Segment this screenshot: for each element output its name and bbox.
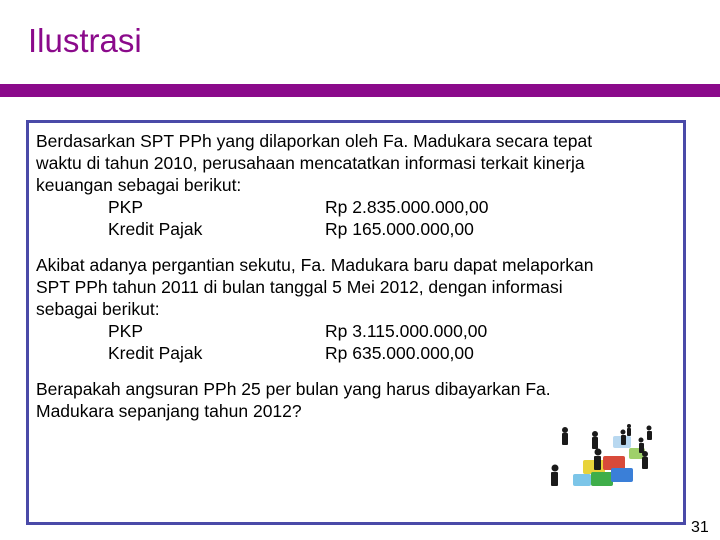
title-underline-bar [0,84,720,97]
paragraph-1 [36,130,676,196]
paragraph-1-line-2: waktu di tahun 2010, perusahaan mencatatkan informasi terkait kinerja [36,153,585,173]
pkp-2011-value: Rp 3.115.000.000,00 [325,321,488,341]
pkp-2010-value: Rp 2.835.000.000,00 [325,197,489,217]
paragraph-1-line-3: keuangan sebagai berikut: [36,175,242,195]
kredit-pajak-2011-label: Kredit Pajak [108,343,203,363]
paragraph-3-line-2: Madukara sepanjang tahun 2012? [36,401,302,421]
paragraph-3-line-1: Berapakah angsuran PPh 25 per bulan yang harus dibayarkan Fa. [36,379,551,399]
pkp-2011-row [36,320,676,342]
pkp-2011-label: PKP [108,321,144,341]
paragraph-3 [36,378,676,422]
kredit-pajak-2010-label: Kredit Pajak [108,219,203,239]
paragraph-2-line-3: sebagai berikut: [36,299,160,319]
kredit-pajak-2010-row [36,218,676,240]
kredit-pajak-2010-value: Rp 165.000.000,00 [325,219,474,239]
puzzle-people-icon [543,418,663,496]
kredit-pajak-2011-row [36,342,676,364]
paragraph-2 [36,254,676,320]
page-number: 31 [691,519,709,536]
slide-title: Ilustrasi [28,22,142,59]
kredit-pajak-2011-value: Rp 635.000.000,00 [325,343,474,363]
paragraph-1-line-1: Berdasarkan SPT PPh yang dilaporkan oleh Fa. Madukara secara tepat [36,131,593,151]
content-text [36,130,676,422]
paragraph-2-line-1: Akibat adanya pergantian sekutu, Fa. Madukara baru dapat melaporkan [36,255,594,275]
paragraph-2-line-2: SPT PPh tahun 2011 di bulan tanggal 5 Mei 2012, dengan informasi [36,277,563,297]
pkp-2010-row [36,196,676,218]
pkp-2010-label: PKP [108,197,144,217]
